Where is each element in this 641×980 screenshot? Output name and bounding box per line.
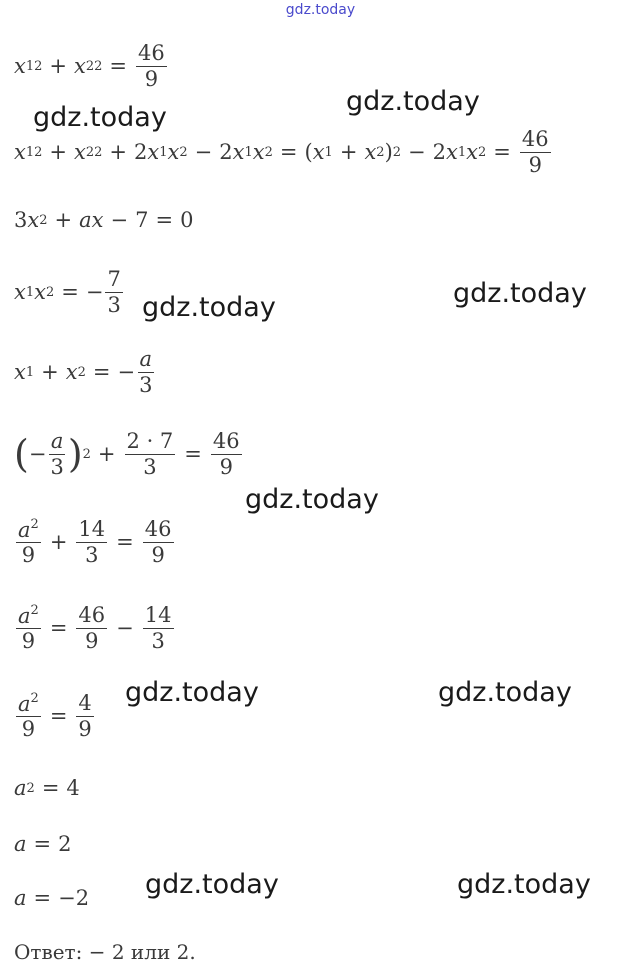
watermark-text: gdz.today [457,869,591,900]
equation-sum-roots: x 1 + x 2 = − $\frac{a}{3}$ [14,347,153,397]
equation-quadratic: 3 x 2 + ax − 7 = 0 [14,208,194,232]
watermark-text: gdz.today [125,677,259,708]
equation-simplified: $\frac{a^2}{9}$ + $\frac{14}{3}$ = $\frac{46}{9}$ [18,516,172,567]
answer-line: Ответ: − 2 или 2. [14,940,196,964]
top-watermark: gdz.today [285,2,356,18]
equation-a-squared: a 2 = 4 [14,776,80,800]
watermark-text: gdz.today [438,677,572,708]
equation-isolate: $\frac{a^2}{9}$ = $\frac{46}{9}$ − $\frac{14}{3}$ [18,602,172,653]
equation-substitution: ( − $\frac{a}{3}$ ) 2 + $\frac{2 \cdot 7}{3}$ = $\frac{46}{9}$ [14,429,240,479]
equation-sum-of-squares: x 1 2 + x 2 2 = $\frac{46}{9}$ [14,41,165,91]
equation-a-positive: a = 2 [14,832,72,856]
watermark-text: gdz.today [33,102,167,133]
equation-result-fraction: $\frac{a^2}{9}$ = $\frac{4}{9}$ [18,690,92,741]
watermark-text: gdz.today [142,292,276,323]
watermark-text: gdz.today [346,86,480,117]
equation-product-roots: x 1 x 2 = − $\frac{7}{3}$ [14,267,121,317]
watermark-text: gdz.today [453,278,587,309]
equation-a-negative: a = −2 [14,886,90,910]
equation-expanded: x 1 2 + x 2 2 + 2 x 1 x 2 − 2 x 1 x 2 = ( x 1 + x 2 ) 2 − 2 x 1 x 2 = $\frac{46}{9}$ [14,127,549,177]
watermark-text: gdz.today [145,869,279,900]
watermark-text: gdz.today [245,484,379,515]
